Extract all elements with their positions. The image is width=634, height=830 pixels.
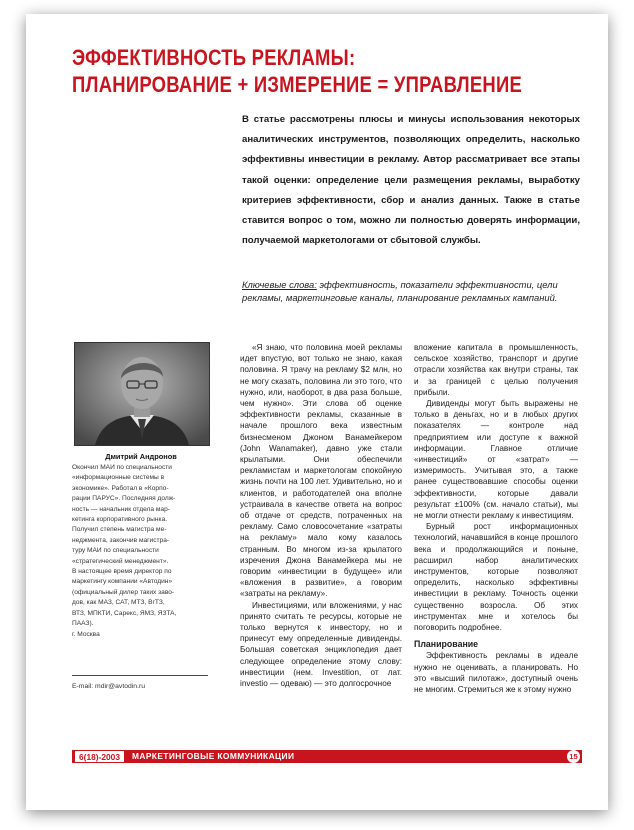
paragraph: Бурный рост информационных технологий, начавшийся в конце прошлого века и продолжающийся и поныне, расширил набор аналитических инструментов, которые позволяют определить, насколько эффективны инвестиции в рекламу. Точность оценки существенно возросла. Об этих инструментах мне и хотелось бы поговорить подробнее. — [414, 522, 578, 633]
journal-name: МАРКЕТИНГОВЫЕ КОММУНИКАЦИИ — [132, 751, 295, 761]
bio-line: Получил степень магистра ме- — [72, 526, 167, 534]
bio-line: г. Москва — [72, 630, 100, 638]
bio-line: «информационные системы в — [72, 474, 165, 482]
article-title — [72, 44, 523, 98]
author-photo — [74, 342, 210, 446]
body-column-1 — [240, 342, 402, 689]
keywords — [242, 278, 580, 304]
bio-line: туру МАИ по специальности — [72, 547, 159, 555]
bio-line: рации ПАРУС». Последняя долж- — [72, 495, 176, 503]
paragraph: Дивиденды могут быть выражены не только в деньгах, но и в любых других показателях — контроле над предприятием или доступе к важной информации. Главное отличие «инвестиций» от «затрат» — измеримость. Учитывая это, а также ранее существовавшие способы оценки эффективности, которые давали результат ±100% (см. начало статьи), мы не могли отнести рекламу к инвестициям. — [414, 399, 578, 521]
article-abstract: В статье рассмотрены плюсы и минусы использования некоторых аналитических инструментов, позволяющих определить, насколько эффективны инвестиции в рекламу. Автор рассматривает все этапы такой оценки: определение цели размещения рекламы, выработку критериев эффективности, сбор и анализ данных. Также в статье ставится вопрос о том, можно ли полностью доверять информации, получаемой маркетологами от сбытовой службы. — [242, 114, 580, 247]
magazine-page — [26, 14, 608, 810]
bio-line: маркетингу компании «Автодин» — [72, 578, 173, 586]
bio-line: Окончил МАИ по специальности — [72, 464, 172, 471]
section-heading: Планирование — [414, 639, 479, 650]
author-bio — [72, 463, 208, 640]
bio-line: ПААЗ). — [72, 620, 94, 628]
keywords-text: эффективность, показатели эффективности, цели рекламы, маркетинговые каналы, планирование рекламных кампаний. — [242, 279, 558, 303]
bio-divider — [72, 675, 208, 676]
bio-line: «стратегический менеджмент». — [72, 557, 169, 565]
paragraph: «Я знаю, что половина моей рекламы идет впустую, вот только не знаю, какая половина. Я трачу на рекламу $2 млн, но не могу сказать, половина ли это того, что нужно, или, наоборот, в два раза больше, чем нужно». Эти слова об оценке эффективности рекламы, сказанные в начале прошлого века известным бизнесменом Джоном Ванамейкером (John Wanamaker), давно уже стали крылатыми. Они обеспечили рекламистам и маркетологам спокойную жизнь почти на 100 лет. Удивительно, но и клиентов, и работодателей она вполне устраивала в качестве ответа на вопрос об отдаче от средств, потраченных на рекламу. Само словосочетание «затраты на рекламу» мало кому казалось странным. Во многом из-за крылатого изречения Джона Ванамейкера мы не говорим «инвестиции в будущее» или «вложения в развитие», а говорим «затраты на рекламу». — [240, 343, 402, 599]
bio-line: неджмента, закончив магистра- — [72, 536, 170, 544]
bio-line: дов, как МАЗ, САТ, МТЗ, ВгТЗ, — [72, 599, 165, 607]
bio-line: (официальный дилер таких заво- — [72, 588, 175, 596]
bio-line: ВТЗ, МПКТИ, Сарекс, ЯМЗ, ЯЗТА, — [72, 609, 177, 617]
author-name: Дмитрий Андронов — [105, 452, 177, 461]
author-portrait-image — [75, 343, 209, 445]
page-number: 15 — [567, 750, 580, 763]
title-line-2: ПЛАНИРОВАНИЕ + ИЗМЕРЕНИЕ = УПРАВЛЕНИЕ — [72, 72, 523, 97]
bio-line: кетинга корпоративного рынка. — [72, 516, 168, 524]
bio-line: В настоящее время директор по — [72, 568, 172, 576]
title-line-1: ЭФФЕКТИВНОСТЬ РЕКЛАМЫ: — [72, 45, 356, 70]
paragraph: Инвестициями, или вложениями, у нас принято считать те ресурсы, которые не только вернутся к инвестору, но и принесут ему определенные дивиденды. Большая советская энциклопедия дает следующее определение этому слову: инвестиции (нем. Investition, от лат. investio — одеваю) — это долгосрочное — [240, 600, 402, 689]
issue-number: 6(18)-2003 — [74, 750, 125, 763]
paragraph: Эффективность рекламы в идеале нужно не оценивать, а планировать. Но это «высший пилотаж», доступный очень не многим. Стремиться же к этому нужно — [414, 651, 578, 695]
author-email[interactable]: E-mail: mdir@avtodin.ru — [72, 683, 146, 690]
body-column-2 — [414, 342, 578, 695]
bio-line: ность — начальник отдела мар- — [72, 505, 170, 513]
paragraph: вложение капитала в промышленность, сельское хозяйство, транспорт и другие отрасли хозяйства как внутри страны, так и за границей с целью получения прибыли. — [414, 343, 578, 397]
bio-line: экономике». Работал в «Корпо- — [72, 484, 169, 492]
footer-bar — [72, 750, 582, 763]
keywords-label: Ключевые слова: — [242, 279, 317, 290]
